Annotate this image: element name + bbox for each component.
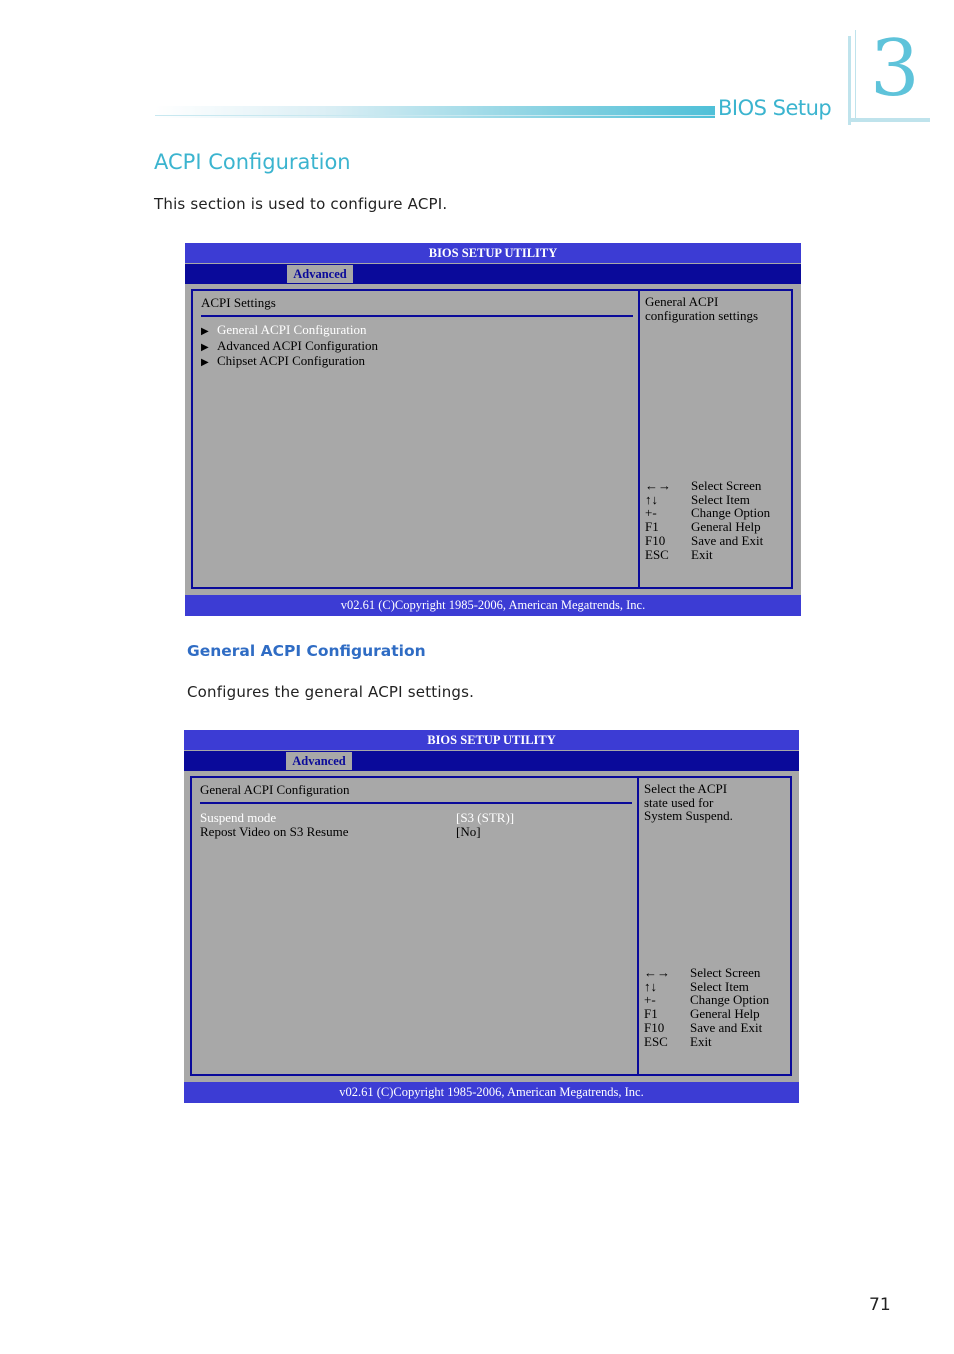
bios-title-bar: BIOS SETUP UTILITY xyxy=(184,730,799,750)
key-desc: Select Screen xyxy=(691,478,762,493)
key-arrows-ud: ↑↓ xyxy=(644,978,657,994)
bios-title-underline xyxy=(201,315,633,317)
tab-advanced[interactable]: Advanced xyxy=(286,752,352,770)
bios-screen-acpi-settings xyxy=(185,243,801,616)
bios-tab-bar xyxy=(185,264,801,284)
key-row xyxy=(645,493,770,507)
bios-screen-general-acpi xyxy=(184,730,799,1103)
option-label: Suspend mode xyxy=(200,810,277,825)
key-desc: Exit xyxy=(691,546,713,562)
key-esc: ESC xyxy=(645,546,669,562)
option-value[interactable]: [S3 (STR)] xyxy=(456,810,515,825)
key-row xyxy=(645,534,770,548)
bios-footer-copyright: v02.61 (C)Copyright 1985-2006, American Megatrends, Inc. xyxy=(184,1082,799,1103)
key-esc: ESC xyxy=(644,1033,668,1049)
menu-item-general-acpi[interactable] xyxy=(201,323,378,339)
sub-intro-text: Configures the general ACPI settings. xyxy=(187,683,475,701)
key-arrows-ud: ↑↓ xyxy=(645,491,658,507)
key-desc: Change Option xyxy=(690,992,770,1008)
triangle-right-icon: ▶ xyxy=(201,326,209,337)
help-line: General ACPI xyxy=(645,294,719,309)
bios-panel-title: General ACPI Configuration xyxy=(200,782,350,797)
key-desc: Change Option xyxy=(691,505,771,521)
key-desc: Select Screen xyxy=(690,965,761,980)
page-heading: ACPI Configuration xyxy=(154,150,351,174)
help-line: state used for xyxy=(644,794,714,810)
option-value[interactable]: [No] xyxy=(456,824,481,839)
bios-help-text xyxy=(645,295,790,322)
key-desc: Exit xyxy=(690,1033,712,1049)
header-gradient-bar xyxy=(155,106,715,118)
key-row xyxy=(644,1035,769,1049)
key-desc: General Help xyxy=(690,1006,760,1022)
key-row xyxy=(644,966,769,980)
bios-main-frame xyxy=(191,289,793,589)
option-repost-video[interactable] xyxy=(200,824,481,840)
sub-heading: General ACPI Configuration xyxy=(187,642,426,660)
key-row xyxy=(645,479,770,493)
help-line: System Suspend. xyxy=(644,808,733,823)
help-line: configuration settings xyxy=(645,307,759,323)
key-desc: Save and Exit xyxy=(690,1019,763,1035)
bios-footer-copyright: v02.61 (C)Copyright 1985-2006, American Megatrends, Inc. xyxy=(185,595,801,616)
intro-text: This section is used to configure ACPI. xyxy=(154,195,448,213)
bios-panel-title: ACPI Settings xyxy=(201,295,276,310)
bios-panel-divider xyxy=(637,778,639,1074)
key-arrows-lr: ←→ xyxy=(645,478,671,493)
key-row xyxy=(645,520,770,534)
chapter-frame-horizontal xyxy=(848,118,930,122)
option-label: Repost Video on S3 Resume xyxy=(200,824,349,839)
bios-main-frame xyxy=(190,776,792,1076)
menu-item-label: Advanced ACPI Configuration xyxy=(217,337,379,353)
key-arrows-lr: ←→ xyxy=(644,965,670,980)
triangle-right-icon: ▶ xyxy=(201,357,209,369)
section-title: BIOS Setup xyxy=(718,96,832,120)
chapter-frame-vertical-thin xyxy=(855,30,856,118)
bios-title-underline xyxy=(200,802,632,804)
page-number: 71 xyxy=(869,1295,891,1315)
key-desc: General Help xyxy=(691,519,761,535)
bios-key-legend xyxy=(645,479,770,561)
bios-title-bar: BIOS SETUP UTILITY xyxy=(185,243,801,263)
key-row xyxy=(644,1021,769,1035)
key-row xyxy=(645,506,770,520)
menu-item-advanced-acpi[interactable] xyxy=(201,339,378,355)
key-row xyxy=(644,980,769,994)
triangle-right-icon: ▶ xyxy=(201,341,209,353)
key-desc: Select Item xyxy=(690,978,749,994)
help-line: Select the ACPI xyxy=(644,781,728,796)
menu-item-chipset-acpi[interactable] xyxy=(201,354,378,370)
key-row xyxy=(644,993,769,1007)
key-plus-minus: +- xyxy=(644,992,656,1008)
bios-panel-divider xyxy=(638,291,640,587)
key-f1: F1 xyxy=(644,1006,658,1022)
bios-tab-bar xyxy=(184,751,799,771)
key-f10: F10 xyxy=(644,1019,665,1035)
chapter-frame-vertical xyxy=(848,36,851,125)
tab-advanced[interactable]: Advanced xyxy=(287,265,353,283)
menu-item-label: General ACPI Configuration xyxy=(217,322,367,337)
key-desc: Select Item xyxy=(691,491,750,507)
key-desc: Save and Exit xyxy=(691,532,764,548)
key-f1: F1 xyxy=(645,519,659,535)
menu-item-label: Chipset ACPI Configuration xyxy=(217,353,366,369)
chapter-number: 3 xyxy=(870,24,920,114)
key-f10: F10 xyxy=(645,532,666,548)
key-plus-minus: +- xyxy=(645,505,657,521)
key-row xyxy=(645,548,770,562)
bios-help-text xyxy=(644,782,789,823)
bios-menu xyxy=(201,323,378,370)
bios-key-legend xyxy=(644,966,769,1048)
key-row xyxy=(644,1007,769,1021)
